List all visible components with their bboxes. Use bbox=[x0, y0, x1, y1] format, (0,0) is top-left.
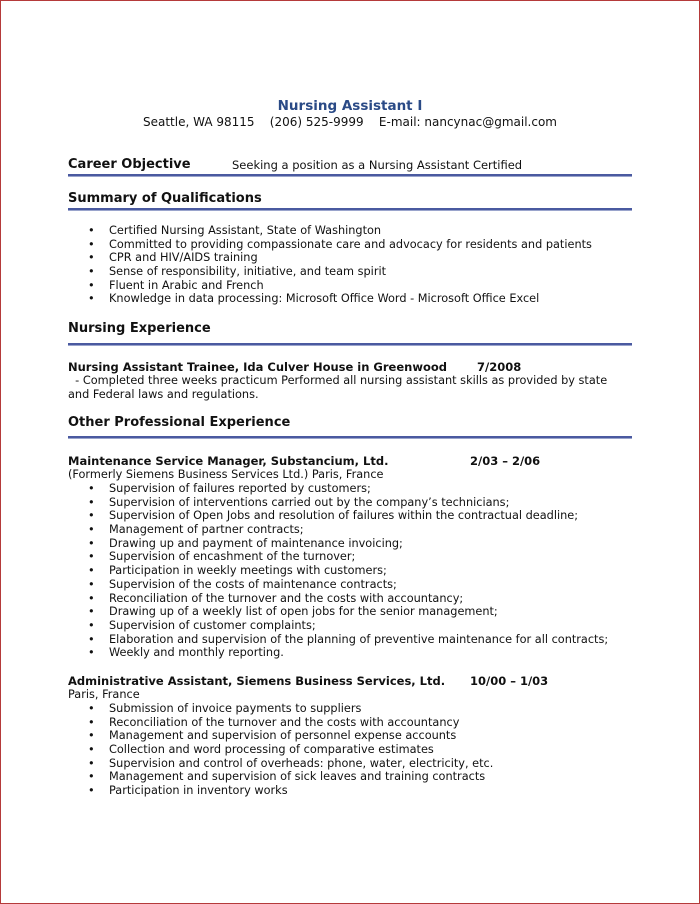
list-item: • Supervision of customer complaints; bbox=[88, 619, 608, 633]
contact-email: E-mail: nancynac@gmail.com bbox=[378, 115, 557, 129]
job2-title: Administrative Assistant, Siemens Business Services, Ltd. bbox=[68, 674, 446, 688]
list-item: • Sense of responsibility, initiative, and team spirit bbox=[88, 265, 592, 279]
list-item: • Committed to providing compassionate care and advocacy for residents and patients bbox=[88, 238, 592, 252]
nursing-job-title: Nursing Assistant Trainee, Ida Culver House in Greenwood bbox=[68, 360, 447, 374]
list-item: • Supervision and control of overheads: phone, water, electricity, etc. bbox=[88, 757, 493, 771]
list-item: • Drawing up of a weekly list of open jobs for the senior management; bbox=[88, 605, 608, 619]
list-item: • Reconciliation of the turnover and the costs with accountancy bbox=[88, 716, 493, 730]
list-item: • Elaboration and supervision of the planning of preventive maintenance for all contracts; bbox=[88, 633, 608, 647]
list-item: • CPR and HIV/AIDS training bbox=[88, 251, 592, 265]
contact-city: Seattle, WA 98115 bbox=[143, 115, 255, 129]
list-item: • Collection and word processing of comparative estimates bbox=[88, 743, 493, 757]
job1-subtitle: (Formerly Siemens Business Services Ltd.) Paris, France bbox=[68, 468, 384, 481]
list-item: • Certified Nursing Assistant, State of Washington bbox=[88, 224, 592, 238]
list-item: • Participation in weekly meetings with customers; bbox=[88, 564, 608, 578]
list-item: • Supervision of interventions carried out by the company’s technicians; bbox=[88, 496, 608, 510]
career-objective-heading: Career Objective bbox=[68, 157, 191, 172]
job2-duties-list bbox=[88, 702, 493, 798]
list-item: • Management and supervision of sick leaves and training contracts bbox=[88, 770, 493, 784]
nursing-experience-heading: Nursing Experience bbox=[68, 321, 211, 336]
job2-date: 10/00 – 1/03 bbox=[470, 674, 549, 688]
job1-duties-list bbox=[88, 482, 608, 660]
nursing-job-description-line1: - Completed three weeks practicum Performed all nursing assistant skills as provided by state bbox=[68, 374, 608, 387]
list-item: • Weekly and monthly reporting. bbox=[88, 646, 608, 660]
job2-subtitle: Paris, France bbox=[68, 688, 140, 701]
list-item: • Fluent in Arabic and French bbox=[88, 279, 592, 293]
list-item: • Supervision of the costs of maintenance contracts; bbox=[88, 578, 608, 592]
qualifications-list bbox=[88, 224, 592, 306]
job1-date: 2/03 – 2/06 bbox=[470, 454, 541, 468]
list-item: • Management and supervision of personnel expense accounts bbox=[88, 729, 493, 743]
list-item: • Reconciliation of the turnover and the costs with accountancy; bbox=[88, 592, 608, 606]
section-divider bbox=[68, 343, 632, 346]
contact-phone: (206) 525-9999 bbox=[269, 115, 364, 129]
section-divider bbox=[68, 208, 632, 211]
job1-title: Maintenance Service Manager, Substancium, Ltd. bbox=[68, 454, 389, 468]
section-divider bbox=[68, 174, 632, 177]
resume-title: Nursing Assistant I bbox=[277, 98, 423, 114]
list-item: • Supervision of failures reported by customers; bbox=[88, 482, 608, 496]
nursing-job-description-line2: and Federal laws and regulations. bbox=[68, 388, 259, 401]
section-divider bbox=[68, 436, 632, 439]
list-item: • Supervision of Open Jobs and resolution of failures within the contractual deadline; bbox=[88, 509, 608, 523]
list-item: • Submission of invoice payments to suppliers bbox=[88, 702, 493, 716]
list-item: • Participation in inventory works bbox=[88, 784, 493, 798]
other-experience-heading: Other Professional Experience bbox=[68, 415, 291, 430]
contact-line bbox=[0, 115, 700, 129]
list-item: • Knowledge in data processing: Microsoft Office Word - Microsoft Office Excel bbox=[88, 292, 592, 306]
nursing-job-date: 7/2008 bbox=[477, 360, 522, 374]
qualifications-heading: Summary of Qualifications bbox=[68, 191, 262, 206]
list-item: • Drawing up and payment of maintenance invoicing; bbox=[88, 537, 608, 551]
list-item: • Management of partner contracts; bbox=[88, 523, 608, 537]
career-objective-text: Seeking a position as a Nursing Assistant Certified bbox=[232, 158, 523, 172]
list-item: • Supervision of encashment of the turnover; bbox=[88, 550, 608, 564]
